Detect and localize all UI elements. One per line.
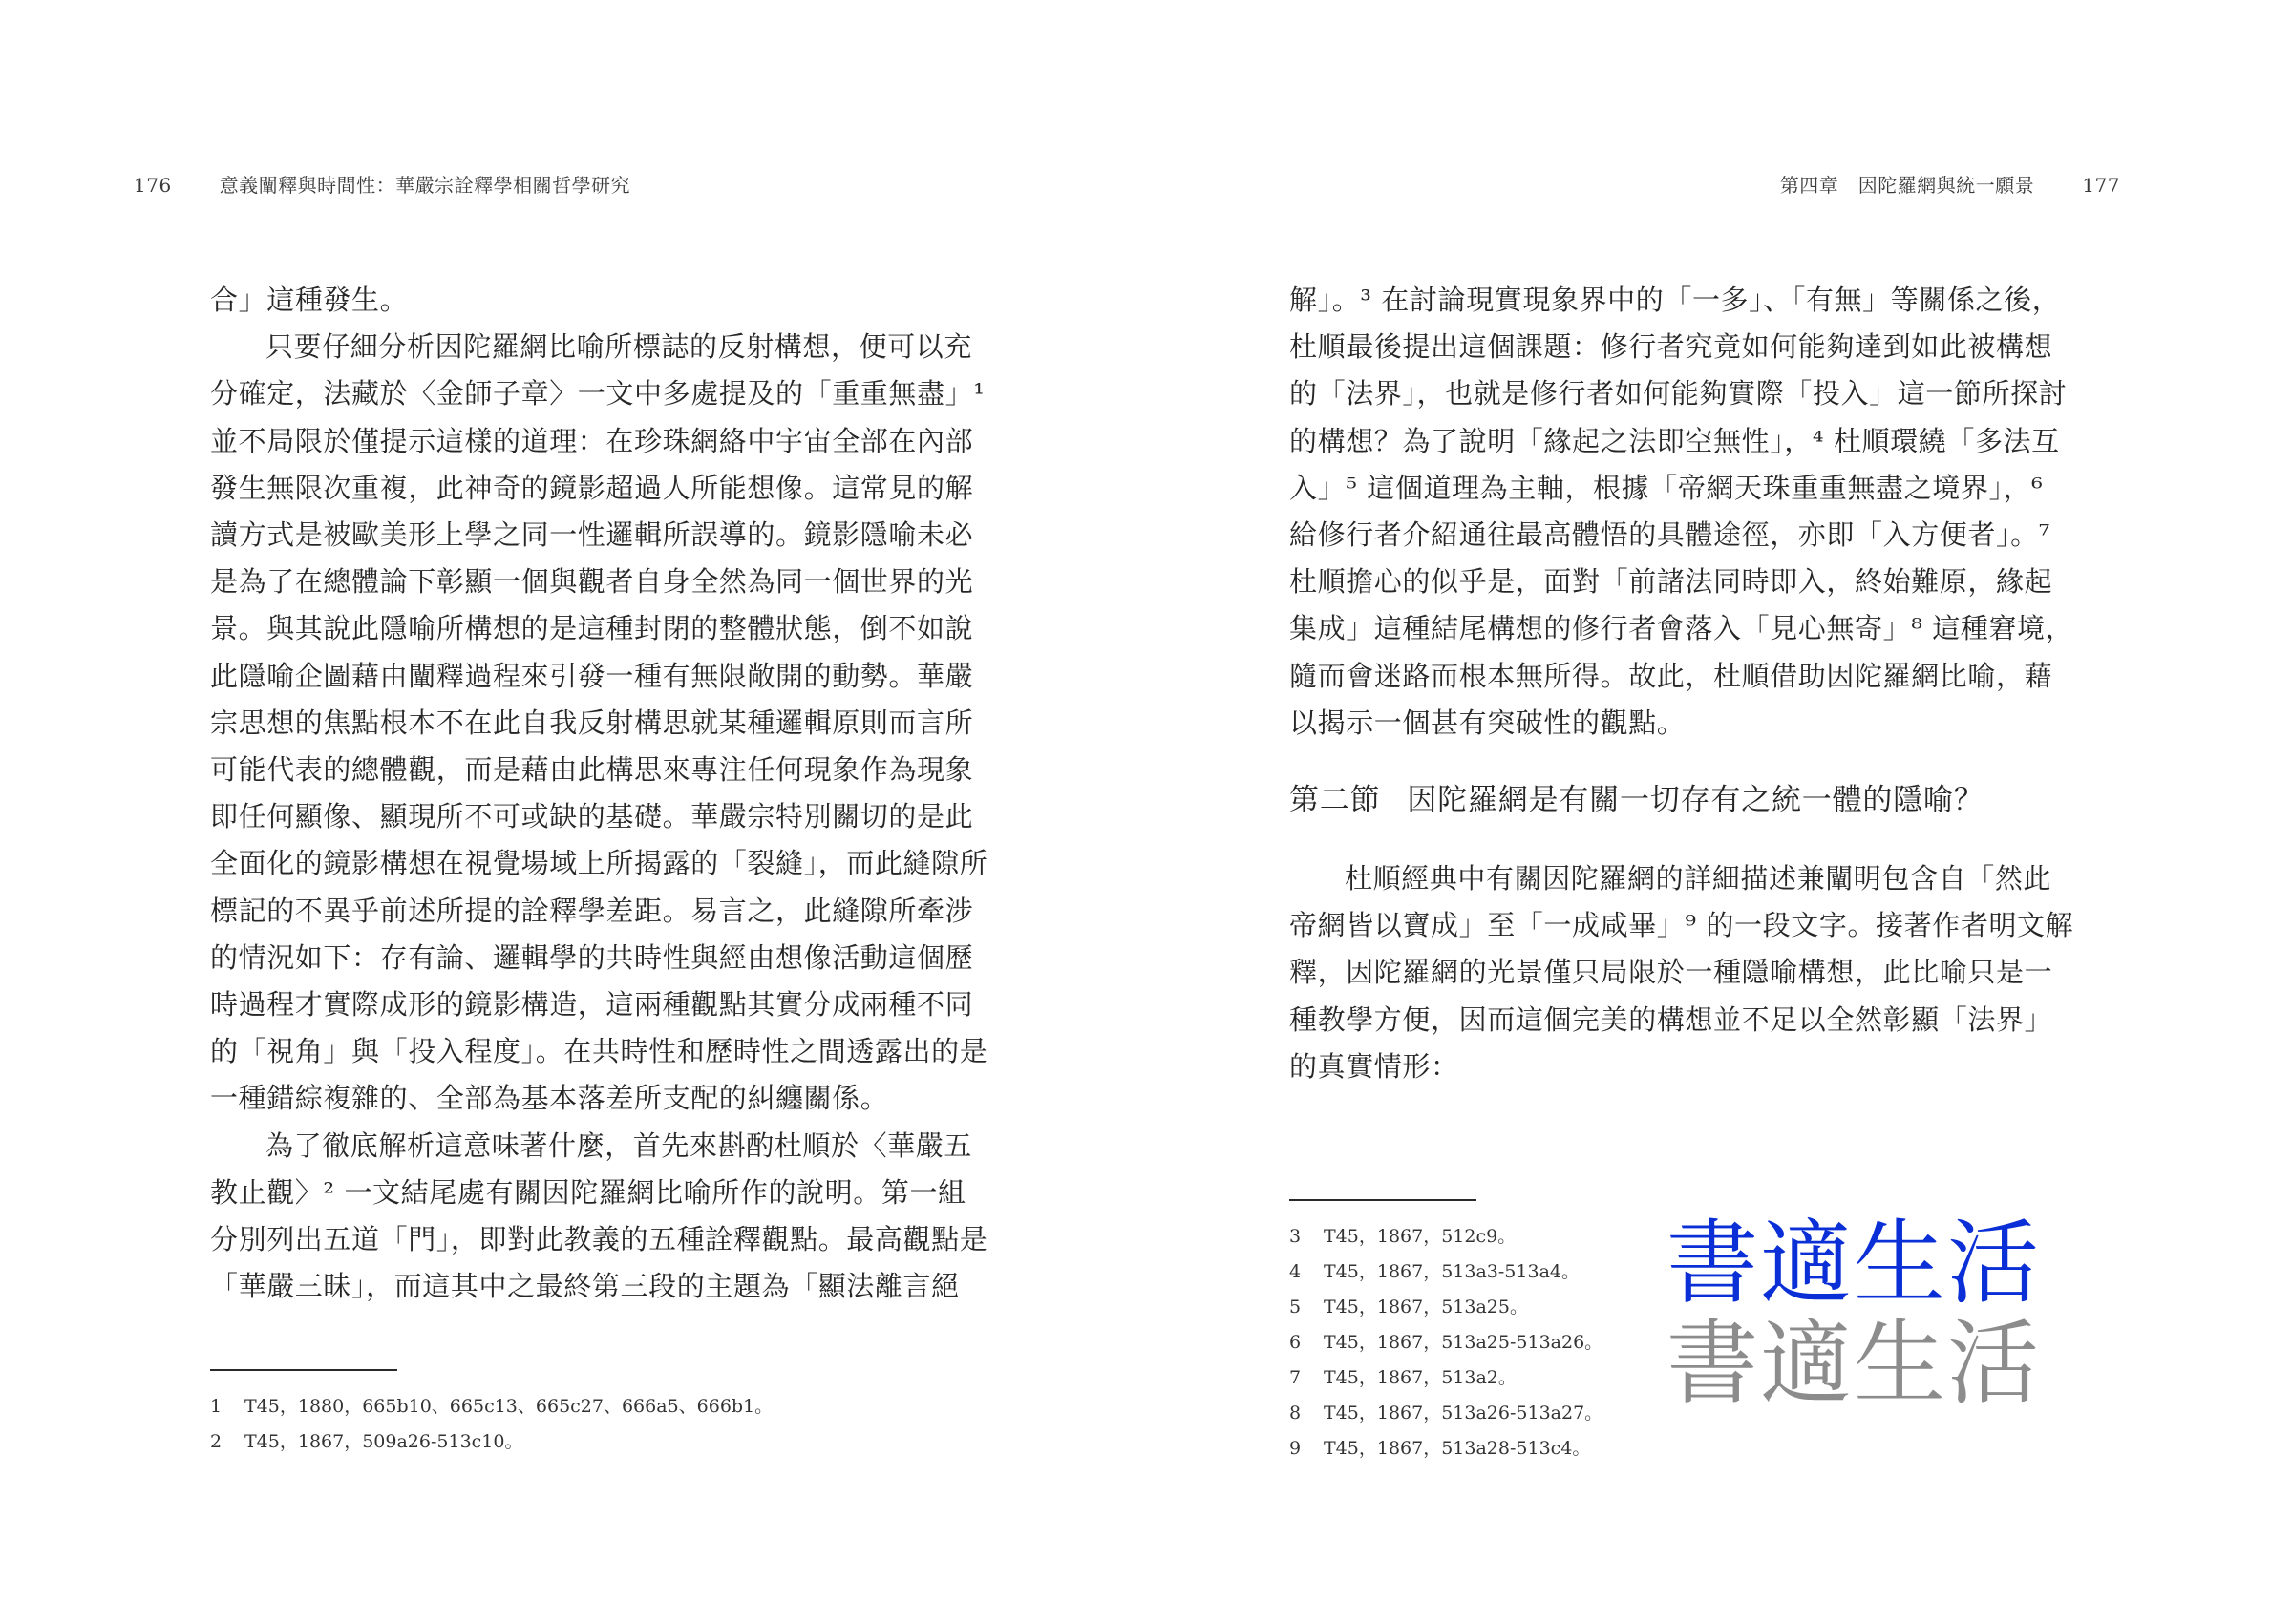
footnote-number: 9: [1289, 1438, 1302, 1459]
footnote: [1289, 1219, 1602, 1255]
footnote-text: T45，1867，509a26-513c10。: [244, 1431, 523, 1452]
footnote-text: T45，1867，513a3-513a4。: [1324, 1261, 1580, 1282]
paragraph: 杜順經典中有關因陀羅網的詳細描述兼闡明包含自「然此帝網皆以寶成」至「一成咸畢」⁹ 的一段文字。接著作者明文解釋，因陀羅網的光景僅只局限於一種隱喻構想，此比喻只是一種教學方便，因而這個完美的構想並不足以全然彰顯「法界」的真實情形：: [1289, 862, 2074, 1083]
footnote: [1289, 1396, 1602, 1431]
paragraph: 只要仔細分析因陀羅網比喻所標誌的反射構想，便可以充分確定，法藏於〈金師子章〉一文中多處提及的「重重無盡」¹並不局限於僅提示這樣的道理：在珍珠網絡中宇宙全部在內部發生無限次重複，此神奇的鏡影超過人所能想像。這常見的解讀方式是被歐美形上學之同一性邏輯所誤導的。鏡影隱喻未必是為了在總體論下彰顯一個與觀者自身全然為同一個世界的光景。與其說此隱喻所構想的是這種封閉的整體狀態，倒不如說此隱喻企圖藉由闡釋過程來引發一種有無限敞開的動勢。華嚴宗思想的焦點根本不在此自我反射構思就某種邏輯原則而言所可能代表的總體觀，而是藉由此構思來專注任何現象作為現象即任何顯像、顯現所不可或缺的基礎。華嚴宗特別關切的是此全面化的鏡影構想在視覺場域上所揭露的「裂縫」，而此縫隙所標記的不異乎前述所提的詮釋學差距。易言之，此縫隙所牽涉的情況如下：存有論、邏輯學的共時性與經由想像活動這個歷時過程才實際成形的鏡影構造，這兩種觀點其實分成兩種不同的「視角」與「投入程度」。在共時性和歷時性之間透露出的是一種錯綜複雜的、全部為基本落差所支配的糾纏關係。: [210, 330, 988, 1115]
footnote: [1289, 1290, 1602, 1325]
footnote: [1289, 1255, 1602, 1290]
footnote-text: T45，1867，513a25-513a26。: [1324, 1332, 1603, 1353]
section-number: 第二節: [1289, 783, 1381, 818]
footnote-number: 5: [1289, 1297, 1302, 1318]
section-title: 因陀羅網是有關一切存有之統一體的隱喻？: [1407, 783, 1984, 818]
paragraph: 解」。³ 在討論現實現象界中的「一多」、「有無」等關係之後，杜順最後提出這個課題：修行者究竟如何能夠達到如此被構想的「法界」，也就是修行者如何能夠實際「投入」這一節所探討的構想？為了說明「緣起之法即空無性」，⁴ 杜順環繞「多法互入」⁵ 這個道理為主軸，根據「帝網天珠重重無盡之境界」，⁶ 給修行者介紹通往最高體悟的具體途徑，亦即「入方便者」。⁷ 杜順擔心的似乎是，面對「前諸法同時即入，終始難原，緣起集成」這種結尾構想的修行者會落入「見心無寄」⁸ 這種窘境，隨而會迷路而根本無所得。故此，杜順借助因陀羅網比喻，藉以揭示一個甚有突破性的觀點。: [1289, 284, 2074, 739]
body-text-right: [1289, 277, 2074, 1090]
running-header-right: [1780, 170, 2120, 198]
footnote-number: 7: [1289, 1367, 1302, 1388]
footnote-divider: [1289, 1199, 1476, 1201]
watermark-gray: 書適生活: [1666, 1310, 2041, 1417]
footnotes-left: [210, 1389, 773, 1460]
page-number-right: 177: [2082, 174, 2120, 197]
footnotes-right: [1289, 1219, 1602, 1466]
footnote: [1289, 1360, 1602, 1396]
footnote: [210, 1389, 773, 1424]
footnote-text: T45，1867，513a25。: [1324, 1297, 1528, 1318]
section-heading: [1289, 775, 2074, 825]
watermark-blue: 書適生活: [1666, 1210, 2041, 1317]
paragraph: 合」這種發生。: [210, 284, 409, 316]
footnote-number: 2: [210, 1431, 223, 1452]
page-number-left: 176: [134, 174, 172, 197]
footnote-divider: [210, 1369, 397, 1371]
footnote: [1289, 1325, 1602, 1360]
footnote-text: T45，1867，512c9。: [1324, 1226, 1517, 1247]
body-text-left: [210, 277, 993, 1310]
footnote-number: 1: [210, 1396, 223, 1417]
running-header-title-right: 第四章 因陀羅網與統一願景: [1779, 174, 2035, 197]
footnote: [210, 1424, 773, 1460]
footnote-number: 8: [1289, 1403, 1302, 1424]
footnote-text: T45，1880，665b10、665c13、665c27、666a5、666b1。: [244, 1396, 774, 1417]
running-header-left: [134, 170, 630, 198]
footnote-text: T45，1867，513a2。: [1324, 1367, 1517, 1388]
paragraph: 為了徹底解析這意味著什麼，首先來斟酌杜順於〈華嚴五教止觀〉² 一文結尾處有關因陀羅網比喻所作的說明。第一組分別列出五道「門」，即對此教義的五種詮釋觀點。最高觀點是「華嚴三昧」，而這其中之最終第三段的主題為「顯法離言絕: [210, 1128, 988, 1303]
footnote-number: 6: [1289, 1332, 1302, 1353]
footnote-text: T45，1867，513a26-513a27。: [1324, 1403, 1603, 1424]
footnote-number: 4: [1289, 1261, 1302, 1282]
footnote-text: T45，1867，513a28-513c4。: [1324, 1438, 1591, 1459]
footnote-number: 3: [1289, 1226, 1302, 1247]
footnote: [1289, 1431, 1602, 1466]
running-header-title-left: 意義闡釋與時間性：華嚴宗詮釋學相關哲學研究: [219, 174, 631, 197]
